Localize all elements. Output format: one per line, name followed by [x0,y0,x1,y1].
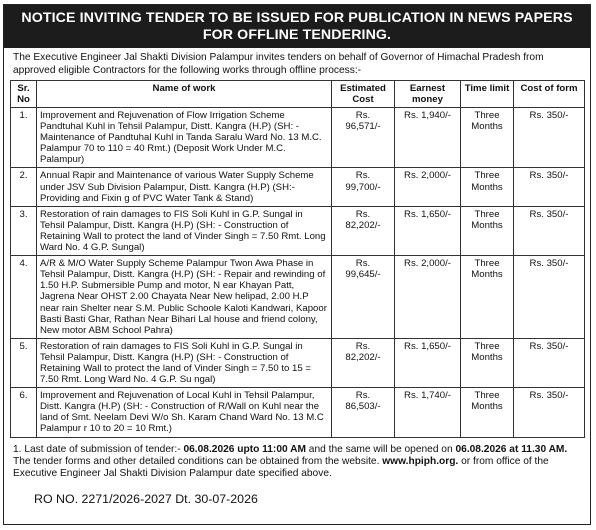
cell-cost [332,256,395,339]
cell-cost [332,338,395,387]
cell-form: Rs. 350/- [514,108,585,168]
table-row [11,168,585,206]
website-link[interactable]: www.hpiph.org. [382,455,459,467]
cell-form: Rs. 350/- [514,168,585,206]
time-unit: Months [471,351,503,363]
time-value: Three [474,110,500,121]
cell-name: Annual Rapir and Maintenance of various Water Supply Scheme under JSV Sub Division Palampur, Distt. Kangra (H.P) (SH:- Providing and Fixin g of PVC Water Tank & Stand) [37,168,332,206]
time-value: Three [474,390,500,402]
cell-form: Rs. 350/- [514,256,585,339]
cost-prefix: Rs. [355,258,371,270]
cell-time [461,256,514,339]
cell-earnest: Rs. 1,650/- [395,206,461,255]
cell-sr: 1. [11,108,37,168]
submission-text-1: 1. Last date of submission of tender:- [13,443,184,455]
intro-paragraph: The Executive Engineer Jal Shakti Division Palampur invites tenders on behalf of Governor of Himachal Pradesh from approved eligible Contractors for the following works through offline process:- [13,52,544,76]
cell-name: Restoration of rain damages to FIS Soli Kuhl in G.P. Sungal in Tehsil Palampur, Distt. Kangra (H.P) (SH: - Construction of Retaining Wall to protect the land of Vinder Singh = 7.50 Rmt. Long Ward No. 4 G.P. Sungal) [37,206,332,255]
time-unit: Months [471,269,503,281]
cell-earnest: Rs. 2,000/- [395,168,461,206]
cell-cost [332,168,395,206]
cell-name: Improvement and Rejuvenation of Flow Irrigation Scheme Pandtuhal Kuhl in Tehsil Palampur, Distt. Kangra (H.P) (SH: - Maintenance of Pandtuhal Kuhl in Tanda Saralu Ward No. 13 M.C. Palampur 70 to 110 = 40 Rmt.) (Deposit Work Under M.C. Palampur) [37,108,332,168]
notice-heading [4,5,590,48]
cost-value: 82,202/- [345,351,381,363]
cell-sr: 2. [11,168,37,206]
cost-prefix: Rs. [355,390,371,402]
tender-notice [3,4,591,525]
header-earnest-money: Earnest money [395,81,461,108]
cell-name: Improvement and Rejuvenation of Local Kuhl in Tehsil Palampur, Distt. Kangra (H.P) (SH: - Construction of R/Wall on Kuhl near the land of Smt. Neelam Devi W/o Sh. Karam Chand Ward No. 13 M.C Palampur r 10 to 20 = 10 Rmt.) [37,388,332,437]
cell-sr: 6. [11,388,37,437]
header-time-limit: Time limit [461,81,514,108]
cost-value: 82,202/- [345,219,381,231]
table-row [11,256,585,339]
cell-sr: 4. [11,256,37,339]
cell-time [461,108,514,168]
cell-name: Restoration of rain damages to FIS Soli Kuhl in G.P. Sungal in Tehsil Palampur, Distt. Kangra (H.P) (SH: - Construction of Retaining Wall to protect the land of Vinder Singh = 7.50 to 15 = 7.50 Rmt. Long Ward No. 4 G.P. Su ngal) [37,338,332,387]
heading-line-1: NOTICE INVITING TENDER TO BE ISSUED FOR PUBLICATION IN NEWS PAPERS [21,10,573,26]
time-unit: Months [471,401,503,413]
time-value: Three [474,170,500,182]
time-unit: Months [471,181,503,193]
submission-date: 06.08.2026 upto 11:00 AM [183,443,306,455]
opening-date: 06.08.2026 at 11.30 AM. [455,443,568,455]
cell-form: Rs. 350/- [514,388,585,437]
cost-prefix: Rs. [355,340,371,352]
table-header-row [11,81,585,108]
submission-text-3: The tender forms and other detailed conditions can be obtained from the website. [13,455,383,467]
heading-line-2: FOR OFFLINE TENDERING. [202,27,392,43]
cost-value: 99,700/- [345,181,381,193]
cell-earnest: Rs. 1,740/- [395,388,461,437]
header-estimated-cost: Estimated Cost [332,81,395,108]
cost-value: 96,571/- [345,121,381,133]
cost-prefix: Rs. [355,170,371,182]
cell-sr: 5. [11,338,37,387]
submission-text-2: and the same will be opened on [305,443,456,455]
header-cost-of-form: Cost of form [514,81,585,108]
ro-number: RO NO. 2271/2026-2027 Dt. 30-07-2026 [34,491,258,506]
cell-name: A/R & M/O Water Supply Scheme Palampur Twon Awa Phase in Tehsil Palampur, Distt. Kangra (H.P) (SH: - Repair and rewinding of 1.50 H.P. Submersible Pump and motor, N ear Khayan Patt, Jagrena Near OHST 2.00 Chayata Near New helipad, 2.00 H.P near rain Shelter near S.M. Public Schoole Kaloti Kandwari, Kapoor Basti Basti Ghar, Rathan Near Bihari Lal house and friend colony, New motor ABM School Pahra) [37,256,332,339]
cell-sr: 3. [11,206,37,255]
table-row [11,206,585,255]
cost-value: 86,503/- [345,401,381,413]
cell-time [461,206,514,255]
time-value: Three [474,208,500,220]
cell-cost [332,206,395,255]
cell-earnest: Rs. 1,940/- [395,108,461,168]
cell-earnest: Rs. 1,650/- [395,338,461,387]
table-row [11,338,585,387]
submission-text-4: or from office of the Executive Engineer Jal Shakti Division Palampur date specified above. [13,455,549,480]
time-value: Three [474,258,500,270]
cell-form: Rs. 350/- [514,338,585,387]
cost-prefix: Rs. [355,110,371,121]
time-unit: Months [471,121,503,133]
cell-time [461,338,514,387]
cell-time [461,168,514,206]
cost-prefix: Rs. [355,208,371,220]
works-table [10,80,585,438]
cell-earnest: Rs. 2,000/- [395,256,461,339]
header-sr-no: Sr. No [11,81,37,108]
cell-time [461,388,514,437]
table-row [11,108,585,168]
cell-cost [332,388,395,437]
cost-value: 99,645/- [345,269,381,281]
cell-cost [332,108,395,168]
submission-details [4,438,590,481]
table-row [11,388,585,437]
time-value: Three [474,340,500,352]
header-name-of-work: Name of work [37,81,332,108]
time-unit: Months [471,219,503,231]
cell-form: Rs. 350/- [514,206,585,255]
